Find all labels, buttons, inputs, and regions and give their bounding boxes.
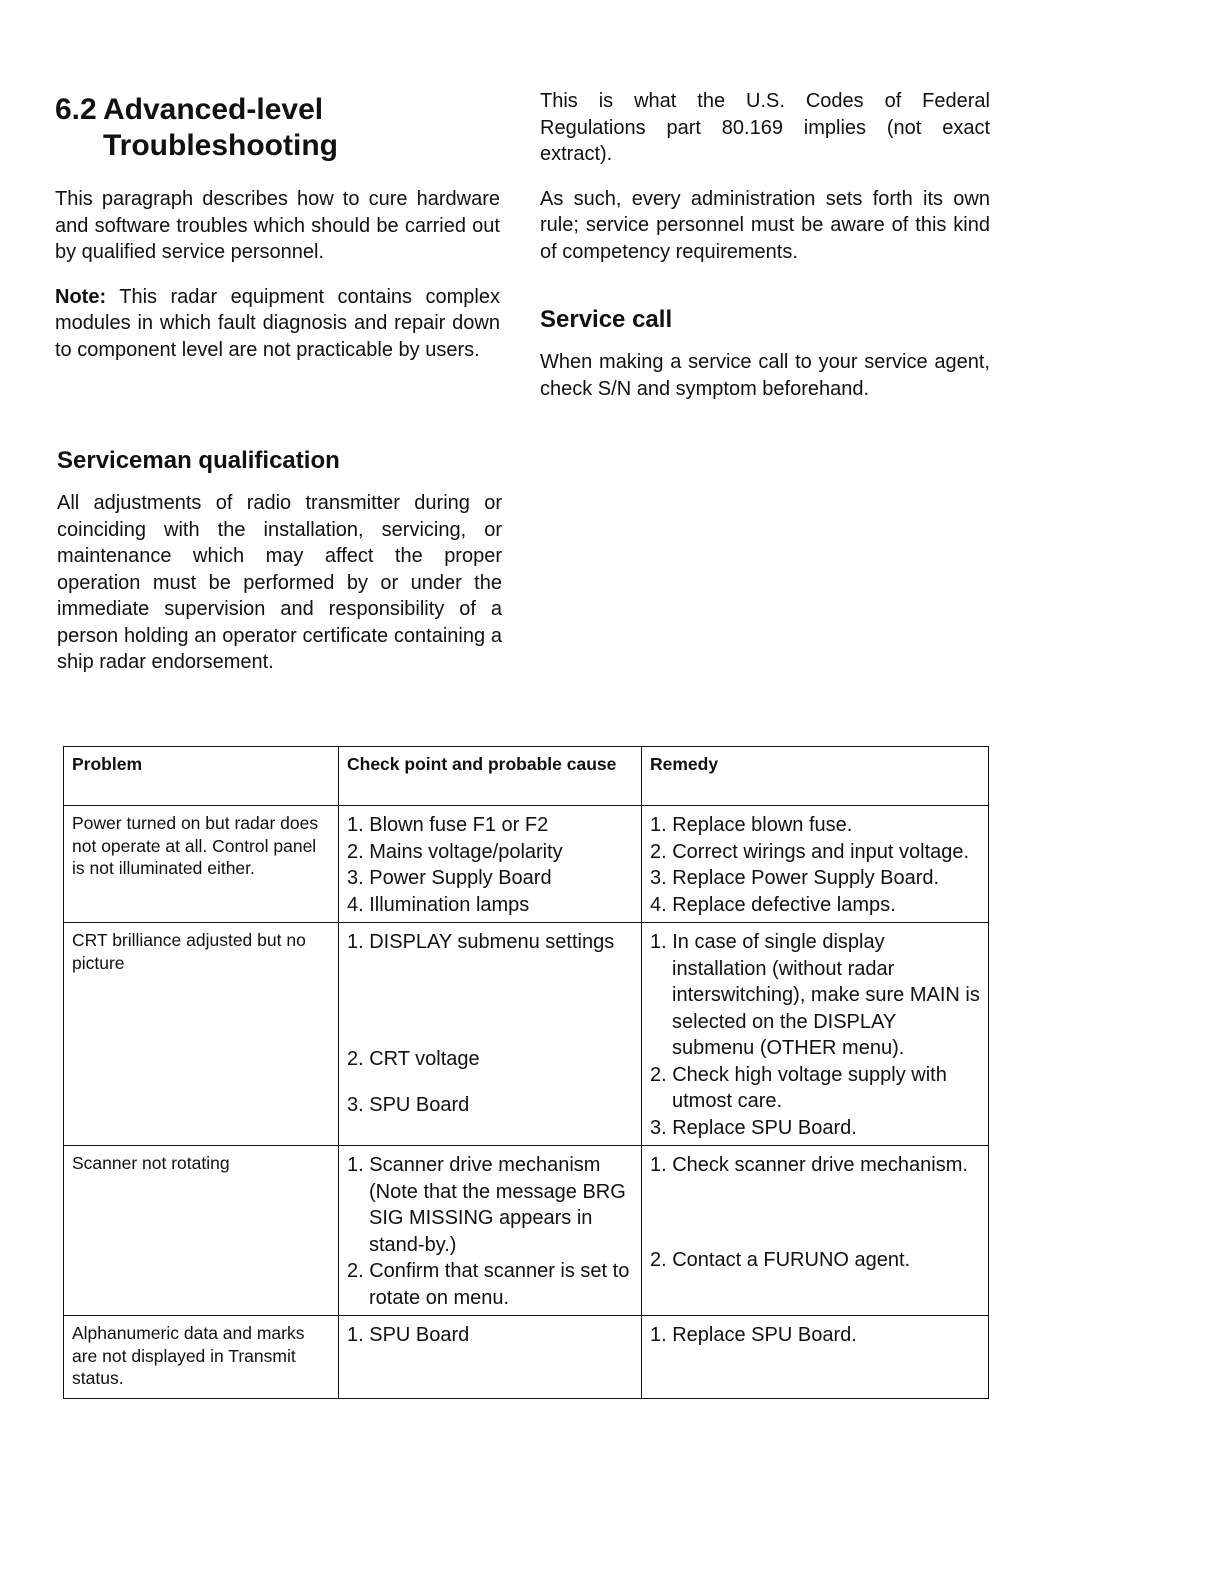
note-paragraph — [55, 284, 500, 364]
check-item: 4. Illumination lamps — [347, 893, 530, 916]
remedy-item: 1. Replace blown fuse. — [650, 814, 853, 836]
intro-paragraph: This paragraph describes how to cure hardware and software troubles which should be carried out by qualified service personnel. — [55, 188, 500, 263]
check-item: 2. Mains voltage/polarity — [347, 840, 563, 863]
check-item: 2. Confirm that scanner is set to rotate on menu. — [347, 1260, 630, 1309]
note-text: This radar equipment contains complex modules in which fault diagnosis and repair down to component level are not practicable by users. — [55, 285, 500, 361]
header-remedy: Remedy — [642, 747, 989, 806]
section-title-line2: Troubleshooting — [103, 129, 338, 162]
qualification-heading: Serviceman qualification — [57, 447, 340, 474]
check-item: 3. SPU Board — [347, 1094, 470, 1116]
check-cell — [339, 923, 642, 1146]
check-cell — [339, 1316, 642, 1399]
check-cell — [339, 1146, 642, 1316]
remedy-cell — [642, 1316, 989, 1399]
table-row — [64, 806, 989, 923]
check-item: 3. Power Supply Board — [347, 867, 552, 889]
remedy-item: 3. Replace Power Supply Board. — [650, 867, 940, 889]
section-title-line1: Advanced-level — [103, 93, 324, 126]
check-cell — [339, 806, 642, 923]
header-problem: Problem — [64, 747, 339, 806]
admin-paragraph: As such, every administration sets forth its own rule; service personnel must be aware of this kind of competency requirements. — [540, 187, 990, 263]
troubleshooting-table — [63, 746, 989, 1399]
problem-cell: CRT brilliance adjusted but no picture — [64, 923, 339, 1146]
remedy-item: 3. Replace SPU Board. — [650, 1116, 857, 1139]
check-item: 1. SPU Board — [347, 1324, 470, 1346]
table-row — [64, 1146, 989, 1316]
remedy-item: 1. Check scanner drive mechanism. — [650, 1154, 968, 1176]
qualification-paragraph: All adjustments of radio transmitter during or coinciding with the installation, servicing, or maintenance which may affect the proper operation must be performed by or under the immediate supervision and responsibility of a person holding an operator certificate containing a ship radar endorsement. — [57, 492, 502, 673]
remedy-item: 2. Check high voltage supply with utmost care. — [650, 1063, 947, 1112]
problem-cell: Scanner not rotating — [64, 1146, 339, 1316]
qualification-section — [57, 446, 502, 694]
remedy-item: 4. Replace defective lamps. — [650, 893, 896, 916]
check-item: 1. Scanner drive mechanism (Note that the message BRG SIG MISSING appears in stand-by.) — [347, 1154, 626, 1256]
cfr-paragraph: This is what the U.S. Codes of Federal Regulations part 80.169 implies (not exact extract). — [540, 90, 990, 165]
remedy-item: 1. In case of single display installation (without radar interswitching), make sure MAIN is selected on the DISPLAY submenu (OTHER menu). — [650, 931, 980, 1059]
remedy-item: 1. Replace SPU Board. — [650, 1324, 857, 1346]
service-call-paragraph: When making a service call to your service agent, check S/N and symptom beforehand. — [540, 351, 990, 400]
section-title — [55, 92, 500, 164]
service-call-heading: Service call — [540, 306, 673, 333]
remedy-cell — [642, 1146, 989, 1316]
right-column — [540, 88, 990, 420]
remedy-item: 2. Contact a FURUNO agent. — [650, 1248, 911, 1271]
problem-cell: Power turned on but radar does not operate at all. Control panel is not illuminated either. — [64, 806, 339, 923]
left-column — [55, 92, 500, 381]
check-item: 1. Blown fuse F1 or F2 — [347, 814, 549, 836]
table-row — [64, 923, 989, 1146]
table-row — [64, 1316, 989, 1399]
note-label: Note: — [55, 285, 107, 308]
section-number: 6.2 — [55, 93, 97, 126]
check-item: 2. CRT voltage — [347, 1047, 480, 1070]
remedy-cell — [642, 923, 989, 1146]
remedy-cell — [642, 806, 989, 923]
header-check-point: Check point and probable cause — [339, 747, 642, 806]
table-header-row — [64, 747, 989, 806]
remedy-item: 2. Correct wirings and input voltage. — [650, 840, 970, 863]
problem-cell: Alphanumeric data and marks are not displayed in Transmit status. — [64, 1316, 339, 1399]
check-item: 1. DISPLAY submenu settings — [347, 931, 615, 953]
